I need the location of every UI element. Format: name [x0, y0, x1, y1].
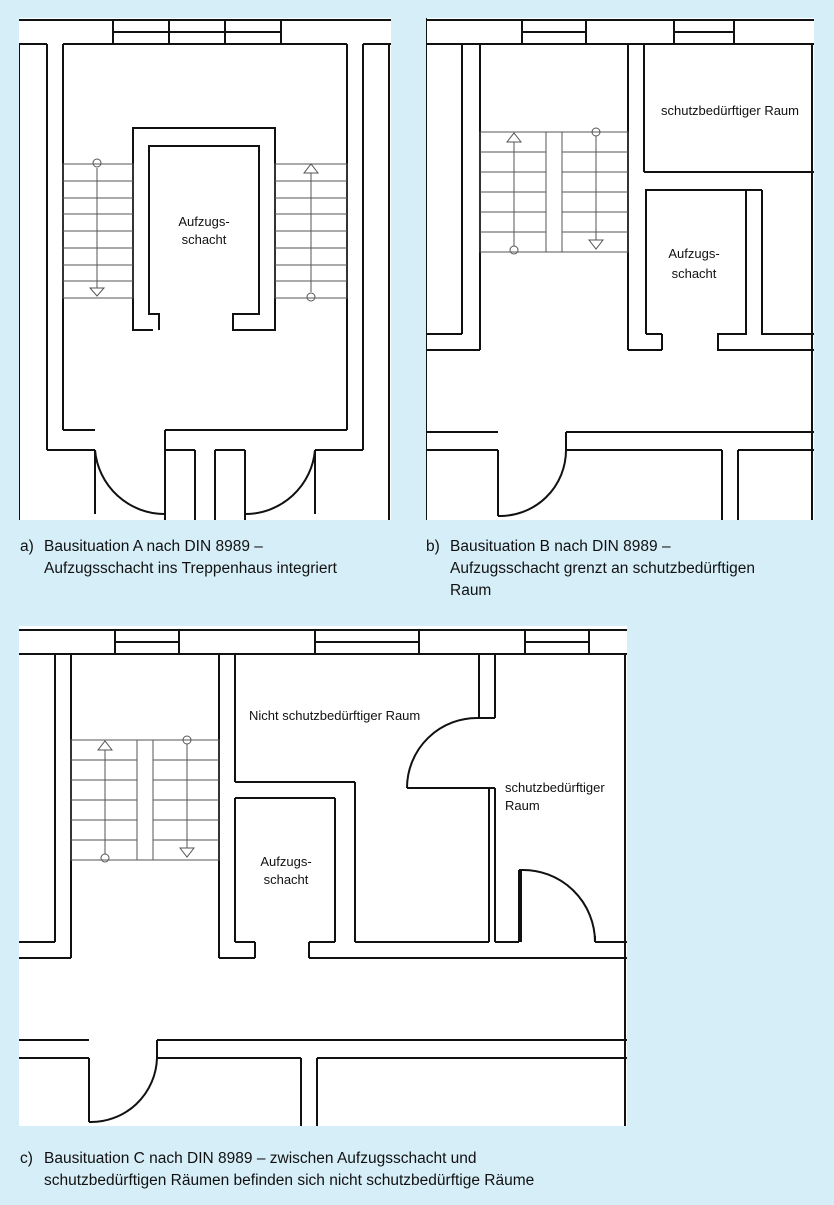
shaft-label-c-line2: schacht — [263, 872, 309, 887]
floor-plan-a — [19, 18, 391, 520]
caption-c-line2: schutzbedürftigen Räumen befinden sich nicht schutzbedürftige Räume — [44, 1172, 535, 1189]
caption-b-line3: Raum — [450, 582, 492, 599]
floor-plan-c — [19, 626, 627, 1126]
room-label-c-line2: Raum — [505, 798, 540, 813]
nonprotected-room-label-c: Nicht schutzbedürftiger Raum — [249, 708, 421, 723]
caption-a-letter: a) — [20, 538, 34, 555]
floor-plan-b — [426, 18, 814, 520]
floor-plan-c-drawing — [19, 626, 627, 1126]
caption-c-line1: Bausituation C nach DIN 8989 – zwischen Aufzugsschacht und — [44, 1150, 477, 1167]
shaft-label-a-line2: schacht — [181, 232, 227, 247]
floor-plan-a-drawing — [19, 18, 391, 520]
caption-a-line1: Bausituation A nach DIN 8989 – — [44, 538, 263, 555]
floor-plan-b-drawing — [426, 18, 814, 520]
room-label-b: schutzbedürftiger Raum — [660, 103, 800, 118]
caption-a-line2: Aufzugsschacht ins Treppenhaus integriert — [44, 560, 337, 577]
shaft-label-b-line2: schacht — [671, 266, 717, 281]
room-label-c-line1: schutzbedürftiger — [505, 780, 605, 795]
shaft-label-c-line1: Aufzugs- — [260, 854, 312, 869]
caption-b-line2: Aufzugsschacht grenzt an schutzbedürftigen — [450, 560, 756, 577]
caption-c-letter: c) — [20, 1150, 33, 1167]
shaft-label-a-line1: Aufzugs- — [178, 214, 230, 229]
caption-b-letter: b) — [426, 538, 440, 555]
shaft-label-b-line1: Aufzugs- — [668, 246, 720, 261]
caption-b-line1: Bausituation B nach DIN 8989 – — [450, 538, 671, 555]
